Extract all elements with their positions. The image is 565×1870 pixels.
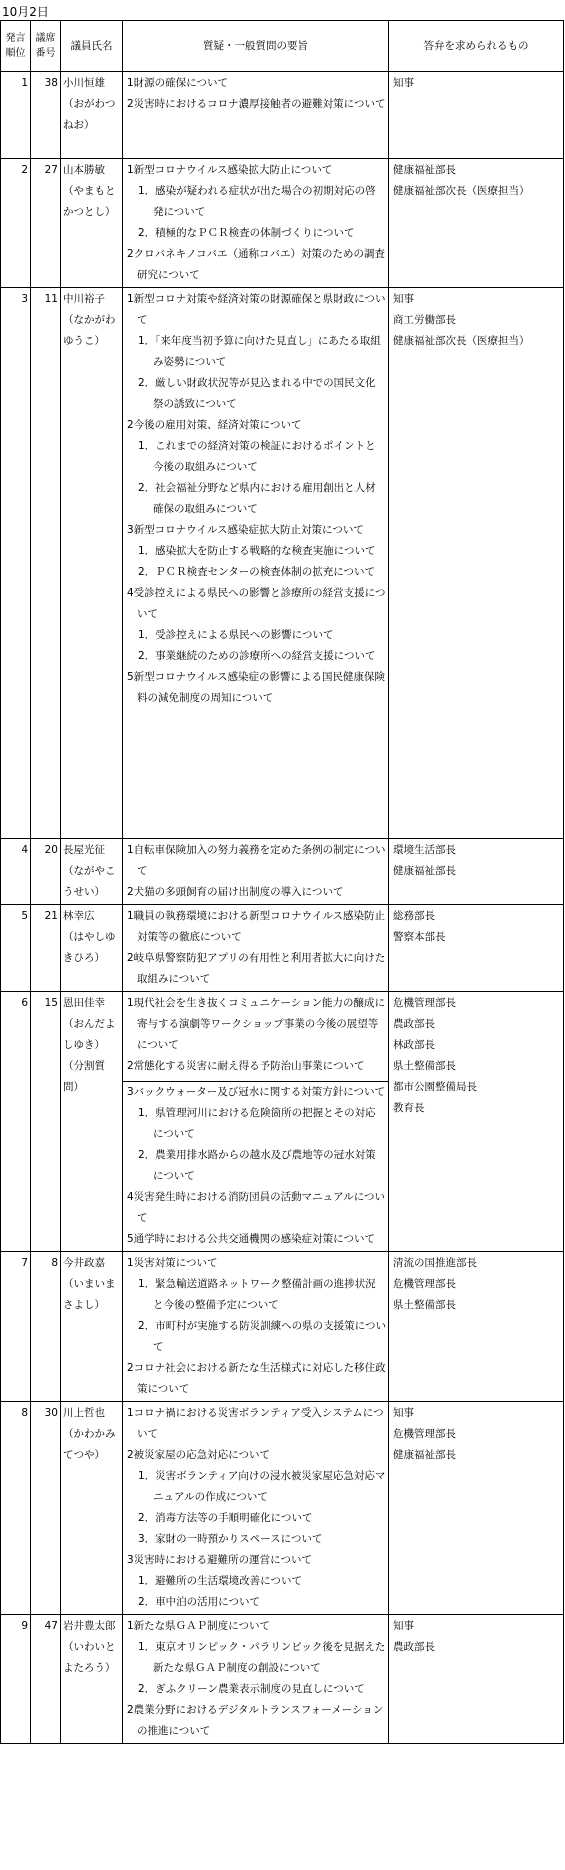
respondent: 教育長	[393, 1102, 425, 1114]
respondent: 商工労働部長	[393, 314, 456, 326]
respondent: 農政部長	[393, 1641, 435, 1653]
table-row	[1, 839, 564, 905]
respondents-cell	[389, 905, 564, 992]
respondent: 環境生活部長	[393, 844, 456, 856]
question-item: 1現代社会を生き抜くコミュニケーション能力の醸成に寄与する演劇等ワークショップ事業の今後の展望等について	[127, 997, 386, 1051]
question-item: 2クロバネキノコバエ（通称コバエ）対策のための調査研究について	[127, 248, 385, 281]
respondents-cell	[389, 1615, 564, 1744]
respondent: 農政部長	[393, 1018, 435, 1030]
question-summary-cell	[123, 1402, 389, 1615]
question-item: 3災害時における避難所の運営について	[127, 1554, 312, 1566]
member-name-cell	[61, 1252, 123, 1402]
member-name-reading: （はやしゆきひろ）	[63, 931, 116, 964]
question-subitem: 3．家財の一時預かりスペースについて	[138, 1533, 323, 1545]
table-row	[1, 72, 564, 159]
respondent: 健康福祉部長	[393, 865, 456, 877]
table-row	[1, 1252, 564, 1402]
question-subitem: 2．社会福祉分野など県内における雇用創出と人材確保の取組みについて	[138, 482, 376, 515]
order-cell: 5	[1, 905, 31, 992]
respondent: 知事	[393, 77, 414, 89]
respondent: 危機管理部長	[393, 1428, 456, 1440]
respondent: 林政部長	[393, 1039, 435, 1051]
seat-cell: 11	[31, 288, 61, 839]
question-block	[127, 840, 386, 903]
question-block	[127, 1253, 386, 1400]
seat-cell: 47	[31, 1615, 61, 1744]
question-item: 2コロナ社会における新たな生活様式に対応した移住政策について	[127, 1362, 386, 1395]
question-item: 1災害対策について	[127, 1257, 218, 1269]
order-cell: 6	[1, 992, 31, 1252]
member-name-cell	[61, 1615, 123, 1744]
order-cell: 9	[1, 1615, 31, 1744]
member-name: 小川恒雄	[63, 77, 105, 89]
member-name-reading: （やまもとかつとし）	[63, 185, 116, 218]
order-cell: 7	[1, 1252, 31, 1402]
header-order: 発言順位	[1, 21, 31, 72]
respondent: 都市公園整備局長	[393, 1081, 477, 1093]
question-item: 4災害発生時における消防団員の活動マニュアルについて	[127, 1191, 386, 1224]
question-item: 2農業分野におけるデジタルトランスフォーメーションの推進について	[127, 1704, 384, 1737]
question-item: 5新型コロナウイルス感染症の影響による国民健康保険料の減免制度の周知について	[127, 671, 386, 704]
member-name-cell	[61, 288, 123, 839]
member-name: 長屋光征	[63, 844, 105, 856]
question-item: 2犬猫の多頭飼育の届け出制度の導入について	[127, 886, 344, 898]
table-header-row	[1, 21, 564, 72]
respondent: 危機管理部長	[393, 1278, 456, 1290]
member-name-reading: （いまいまさよし）	[63, 1278, 116, 1311]
header-summary: 質疑・一般質問の要旨	[123, 21, 389, 72]
seat-cell: 8	[31, 1252, 61, 1402]
question-block	[127, 1403, 386, 1613]
table-row	[1, 1615, 564, 1744]
member-name-cell	[61, 72, 123, 159]
seat-cell: 30	[31, 1402, 61, 1615]
question-item: 2災害時におけるコロナ濃厚接触者の避難対策について	[127, 98, 386, 110]
question-subitem: 1．感染拡大を防止する戦略的な検査実施について	[138, 545, 376, 557]
respondent: 総務部長	[393, 910, 435, 922]
seat-cell: 15	[31, 992, 61, 1252]
member-name: 川上哲也	[63, 1407, 105, 1419]
question-block	[127, 1616, 386, 1742]
table-row	[1, 159, 564, 288]
respondent: 健康福祉部長	[393, 1449, 456, 1461]
order-cell: 2	[1, 159, 31, 288]
member-name-reading: （ながやこうせい）	[63, 865, 116, 898]
respondent: 清流の国推進部長	[393, 1257, 477, 1269]
respondent: 健康福祉部次長（医療担当）	[393, 335, 530, 347]
question-subitem: 1．受診控えによる県民への影響について	[138, 629, 334, 641]
respondents-cell	[389, 992, 564, 1252]
question-item: 1新たな県ＧＡＰ制度について	[127, 1620, 270, 1632]
question-schedule-table	[0, 20, 564, 1744]
member-name-cell	[61, 905, 123, 992]
question-subitem: 2．事業継続のための診療所への経営支援について	[138, 650, 376, 662]
respondents-cell	[389, 72, 564, 159]
question-subitem: 2．ぎふクリーン農業表示制度の見直しについて	[138, 1683, 365, 1695]
member-name: 今井政嘉	[63, 1257, 105, 1269]
seat-cell: 20	[31, 839, 61, 905]
member-name-reading: （おがわつねお）	[63, 98, 116, 131]
member-name-cell	[61, 839, 123, 905]
seat-cell: 27	[31, 159, 61, 288]
question-subitem: 1．感染が疑われる症状が出た場合の初期対応の啓発について	[138, 185, 376, 218]
table-row	[1, 905, 564, 992]
question-item: 1新型コロナ対策や経済対策の財源確保と県財政について	[127, 293, 386, 326]
question-subitem: 1．避難所の生活環境改善について	[138, 1575, 302, 1587]
question-summary-cell	[123, 839, 389, 905]
respondent: 知事	[393, 1407, 414, 1419]
member-name-reading: （いわいとよたろう）	[63, 1641, 116, 1674]
question-summary-cell	[123, 1615, 389, 1744]
question-subitem: 1．緊急輸送道路ネットワーク整備計画の進捗状況と今後の整備予定について	[138, 1278, 376, 1311]
question-item: 1自転車保険加入の努力義務を定めた条例の制定について	[127, 844, 386, 877]
order-cell: 1	[1, 72, 31, 159]
question-block	[127, 160, 386, 286]
question-block	[127, 289, 386, 709]
question-subitem: 2．消毒方法等の手順明確化について	[138, 1512, 313, 1524]
table-row	[1, 1402, 564, 1615]
schedule-date: 10月2日	[2, 5, 49, 19]
question-item: 3バックウォーター及び冠水に関する対策方針について	[127, 1086, 386, 1098]
order-cell: 3	[1, 288, 31, 839]
question-item: 1財源の確保について	[127, 77, 228, 89]
question-summary-cell	[123, 905, 389, 992]
respondent: 危機管理部長	[393, 997, 456, 1009]
respondent: 健康福祉部次長（医療担当）	[393, 185, 530, 197]
respondent: 健康福祉部長	[393, 164, 456, 176]
question-subitem: 2．車中泊の活用について	[138, 1596, 260, 1608]
question-summary-cell	[123, 992, 389, 1252]
order-cell: 8	[1, 1402, 31, 1615]
respondents-cell	[389, 1402, 564, 1615]
question-summary-cell	[123, 1252, 389, 1402]
question-subitem: 1．災害ボランティア向けの浸水被災家屋応急対応マニュアルの作成について	[138, 1470, 386, 1503]
question-summary-cell	[123, 72, 389, 159]
respondents-cell	[389, 159, 564, 288]
question-item: 1職員の執務環境における新型コロナウイルス感染防止対策等の徹底について	[127, 910, 386, 943]
seat-cell: 38	[31, 72, 61, 159]
question-item: 1新型コロナウイルス感染拡大防止について	[127, 164, 333, 176]
table-body	[1, 72, 564, 1744]
question-subitem: 2．市町村が実施する防災訓練への県の支援策について	[138, 1320, 386, 1353]
question-item: 2今後の雇用対策、経済対策について	[127, 419, 302, 431]
member-name: 林幸広	[63, 910, 95, 922]
question-block	[123, 1081, 388, 1250]
question-block	[127, 993, 386, 1077]
question-item: 1コロナ禍における災害ボランティア受入システムについて	[127, 1407, 384, 1440]
table-row	[1, 288, 564, 839]
question-subitem: 1．県管理河川における危険箇所の把握とその対応について	[138, 1107, 376, 1140]
member-name-reading: （おんだよしゆき）	[63, 1018, 116, 1051]
member-name: 中川裕子	[63, 293, 105, 305]
question-subitem: 1．「来年度当初予算に向けた見直し」にあたる取組み姿勢について	[138, 335, 381, 368]
member-note: （分割質問）	[63, 1060, 105, 1093]
member-name-reading: （かわかみてつや）	[63, 1428, 116, 1461]
respondents-cell	[389, 839, 564, 905]
question-subitem: 1．東京オリンピック・パラリンピック後を見据えた新たな県ＧＡＰ制度の創設について	[138, 1641, 386, 1674]
member-name-reading: （なかがわゆうこ）	[63, 314, 116, 347]
question-subitem: 2．ＰＣＲ検査センターの検査体制の拡充について	[138, 566, 376, 578]
member-name: 岩井豊太郎	[63, 1620, 116, 1632]
member-name: 恩田佳幸	[63, 997, 105, 1009]
respondent: 県土整備部長	[393, 1299, 456, 1311]
question-subitem: 2．厳しい財政状況等が見込まれる中での国民文化祭の誘致について	[138, 377, 376, 410]
respondent: 警察本部長	[393, 931, 446, 943]
table-row	[1, 992, 564, 1252]
question-block	[127, 906, 386, 990]
question-item: 4受診控えによる県民への影響と診療所の経営支援について	[127, 587, 386, 620]
respondent: 知事	[393, 293, 414, 305]
respondent: 知事	[393, 1620, 414, 1632]
member-name: 山本勝敏	[63, 164, 105, 176]
respondent: 県土整備部長	[393, 1060, 456, 1072]
header-seat: 議席番号	[31, 21, 61, 72]
header-respondents: 答弁を求められるもの	[389, 21, 564, 72]
question-subitem: 2．積極的なＰＣＲ検査の体制づくりについて	[138, 227, 355, 239]
question-item: 2常態化する災害に耐え得る予防治山事業について	[127, 1060, 365, 1072]
question-item: 2岐阜県警察防犯アプリの有用性と利用者拡大に向けた取組みについて	[127, 952, 386, 985]
question-summary-cell	[123, 159, 389, 288]
question-item: 3新型コロナウイルス感染症拡大防止対策について	[127, 524, 364, 536]
question-subitem: 1．これまでの経済対策の検証におけるポイントと今後の取組みについて	[138, 440, 376, 473]
order-cell: 4	[1, 839, 31, 905]
question-item: 2被災家屋の応急対応について	[127, 1449, 270, 1461]
question-subitem: 2．農業用排水路からの越水及び農地等の冠水対策について	[138, 1149, 376, 1182]
member-name-cell	[61, 1402, 123, 1615]
member-name-cell	[61, 992, 123, 1252]
respondents-cell	[389, 1252, 564, 1402]
question-summary-cell	[123, 288, 389, 839]
header-name: 議員氏名	[61, 21, 123, 72]
question-item: 5通学時における公共交通機関の感染症対策について	[127, 1233, 375, 1245]
respondents-cell	[389, 288, 564, 839]
member-name-cell	[61, 159, 123, 288]
question-block	[127, 73, 386, 115]
seat-cell: 21	[31, 905, 61, 992]
